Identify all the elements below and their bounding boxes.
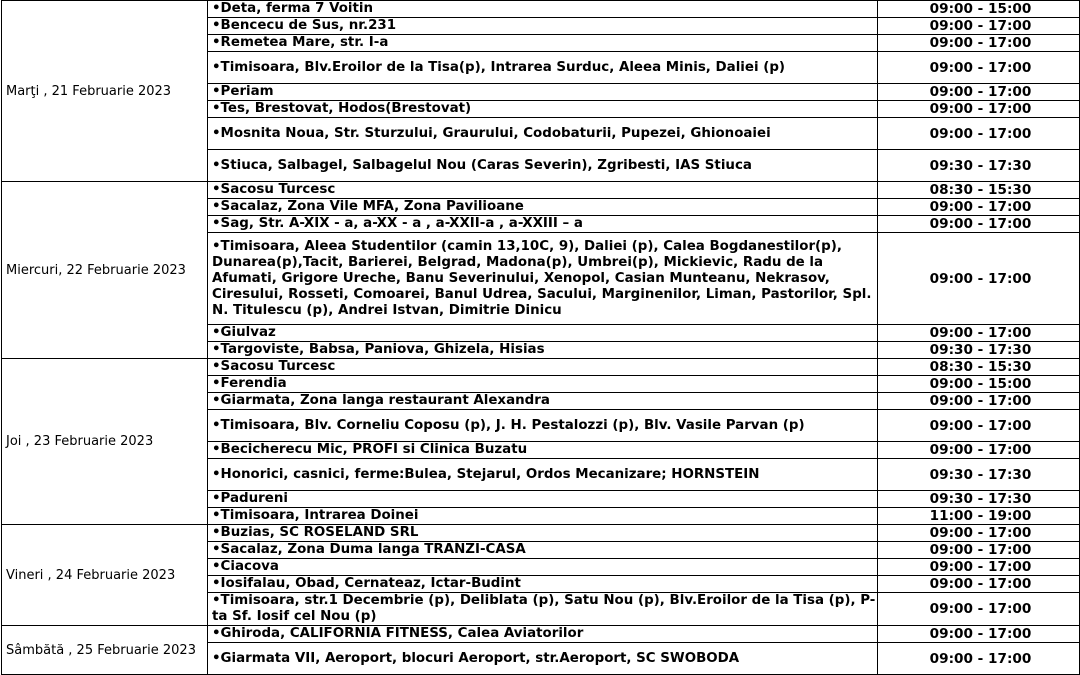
location-cell: •Remetea Mare, str. I-a <box>208 35 878 52</box>
location-cell: •Stiuca, Salbagel, Salbagelul Nou (Caras Severin), Zgribesti, IAS Stiuca <box>208 150 878 182</box>
location-cell: •Ciacova <box>208 559 878 576</box>
time-cell: 09:00 - 17:00 <box>878 643 1080 675</box>
time-cell: 09:00 - 17:00 <box>878 593 1080 626</box>
time-cell: 09:00 - 17:00 <box>878 442 1080 459</box>
time-cell: 09:00 - 15:00 <box>878 1 1080 18</box>
location-cell: •Sacalaz, Zona Duma langa TRANZI-CASA <box>208 542 878 559</box>
time-cell: 09:00 - 17:00 <box>878 410 1080 442</box>
time-cell: 09:00 - 17:00 <box>878 118 1080 150</box>
time-cell: 09:30 - 17:30 <box>878 342 1080 359</box>
location-cell: •Giarmata VII, Aeroport, blocuri Aeroport, str.Aeroport, SC SWOBODA <box>208 643 878 675</box>
time-cell: 09:00 - 17:00 <box>878 542 1080 559</box>
location-cell: •Sacalaz, Zona Vile MFA, Zona Pavilioane <box>208 199 878 216</box>
outage-schedule-table <box>1 0 1080 675</box>
time-cell: 09:30 - 17:30 <box>878 459 1080 491</box>
day-cell: Vineri , 24 Februarie 2023 <box>2 525 208 626</box>
location-cell: •Padureni <box>208 491 878 508</box>
day-cell: Marţi , 21 Februarie 2023 <box>2 1 208 182</box>
time-cell: 09:00 - 17:00 <box>878 576 1080 593</box>
time-cell: 09:00 - 17:00 <box>878 199 1080 216</box>
location-cell: •Timisoara, Aleea Studentilor (camin 13,10C, 9), Daliei (p), Calea Bogdanestilor(p), Dunarea(p),Tacit, Barierei, Belgrad, Madona(p), Umbrei(p), Mickievic, Radu de la Afumati, Grigore Ureche, Banu Severinului, Xenopol, Casian Munteanu, Nekrasov, Ciresului, Rosseti, Comoarei, Banul Udrea, Sacului, Marginenilor, Liman, Pastorilor, Spl. N. Titulescu (p), Andrei Istvan, Dimitrie Dinicu <box>208 233 878 325</box>
time-cell: 09:00 - 17:00 <box>878 525 1080 542</box>
schedule-row <box>2 182 1080 199</box>
time-cell: 08:30 - 15:30 <box>878 182 1080 199</box>
time-cell: 09:00 - 17:00 <box>878 35 1080 52</box>
time-cell: 08:30 - 15:30 <box>878 359 1080 376</box>
location-cell: •Becicherecu Mic, PROFI si Clinica Buzatu <box>208 442 878 459</box>
location-cell: •Periam <box>208 84 878 101</box>
location-cell: •Honorici, casnici, ferme:Bulea, Stejarul, Ordos Mecanizare; HORNSTEIN <box>208 459 878 491</box>
time-cell: 09:00 - 17:00 <box>878 626 1080 643</box>
location-cell: •Giulvaz <box>208 325 878 342</box>
location-cell: •Tes, Brestovat, Hodos(Brestovat) <box>208 101 878 118</box>
time-cell: 09:00 - 17:00 <box>878 84 1080 101</box>
time-cell: 09:30 - 17:30 <box>878 491 1080 508</box>
time-cell: 09:00 - 17:00 <box>878 233 1080 325</box>
location-cell: •Timisoara, Blv.Eroilor de la Tisa(p), Intrarea Surduc, Aleea Minis, Daliei (p) <box>208 52 878 84</box>
location-cell: •Timisoara, Intrarea Doinei <box>208 508 878 525</box>
schedule-row <box>2 626 1080 643</box>
time-cell: 09:00 - 17:00 <box>878 393 1080 410</box>
location-cell: •Giarmata, Zona langa restaurant Alexandra <box>208 393 878 410</box>
location-cell: •Timisoara, Blv. Corneliu Coposu (p), J. H. Pestalozzi (p), Blv. Vasile Parvan (p) <box>208 410 878 442</box>
schedule-row <box>2 359 1080 376</box>
schedule-body <box>2 1 1080 675</box>
location-cell: •Sag, Str. A-XIX - a, a-XX - a , a-XXII-a , a-XXIII – a <box>208 216 878 233</box>
schedule-row <box>2 1 1080 18</box>
schedule-row <box>2 525 1080 542</box>
location-cell: •Ferendia <box>208 376 878 393</box>
day-cell: Miercuri, 22 Februarie 2023 <box>2 182 208 359</box>
location-cell: •Sacosu Turcesc <box>208 182 878 199</box>
time-cell: 09:00 - 17:00 <box>878 325 1080 342</box>
day-cell: Sâmbătă , 25 Februarie 2023 <box>2 626 208 675</box>
location-cell: •Timisoara, str.1 Decembrie (p), Deliblata (p), Satu Nou (p), Blv.Eroilor de la Tisa (p), P-ta Sf. Iosif cel Nou (p) <box>208 593 878 626</box>
location-cell: •Bencecu de Sus, nr.231 <box>208 18 878 35</box>
location-cell: •Mosnita Noua, Str. Sturzului, Graurului, Codobaturii, Pupezei, Ghionoaiei <box>208 118 878 150</box>
location-cell: •Deta, ferma 7 Voitin <box>208 1 878 18</box>
time-cell: 09:00 - 17:00 <box>878 52 1080 84</box>
location-cell: •Targoviste, Babsa, Paniova, Ghizela, Hisias <box>208 342 878 359</box>
location-cell: •Sacosu Turcesc <box>208 359 878 376</box>
location-cell: •Iosifalau, Obad, Cernateaz, Ictar-Budint <box>208 576 878 593</box>
time-cell: 09:00 - 17:00 <box>878 559 1080 576</box>
time-cell: 11:00 - 19:00 <box>878 508 1080 525</box>
time-cell: 09:30 - 17:30 <box>878 150 1080 182</box>
location-cell: •Ghiroda, CALIFORNIA FITNESS, Calea Aviatorilor <box>208 626 878 643</box>
location-cell: •Buzias, SC ROSELAND SRL <box>208 525 878 542</box>
time-cell: 09:00 - 15:00 <box>878 376 1080 393</box>
day-cell: Joi , 23 Februarie 2023 <box>2 359 208 525</box>
time-cell: 09:00 - 17:00 <box>878 18 1080 35</box>
time-cell: 09:00 - 17:00 <box>878 101 1080 118</box>
time-cell: 09:00 - 17:00 <box>878 216 1080 233</box>
